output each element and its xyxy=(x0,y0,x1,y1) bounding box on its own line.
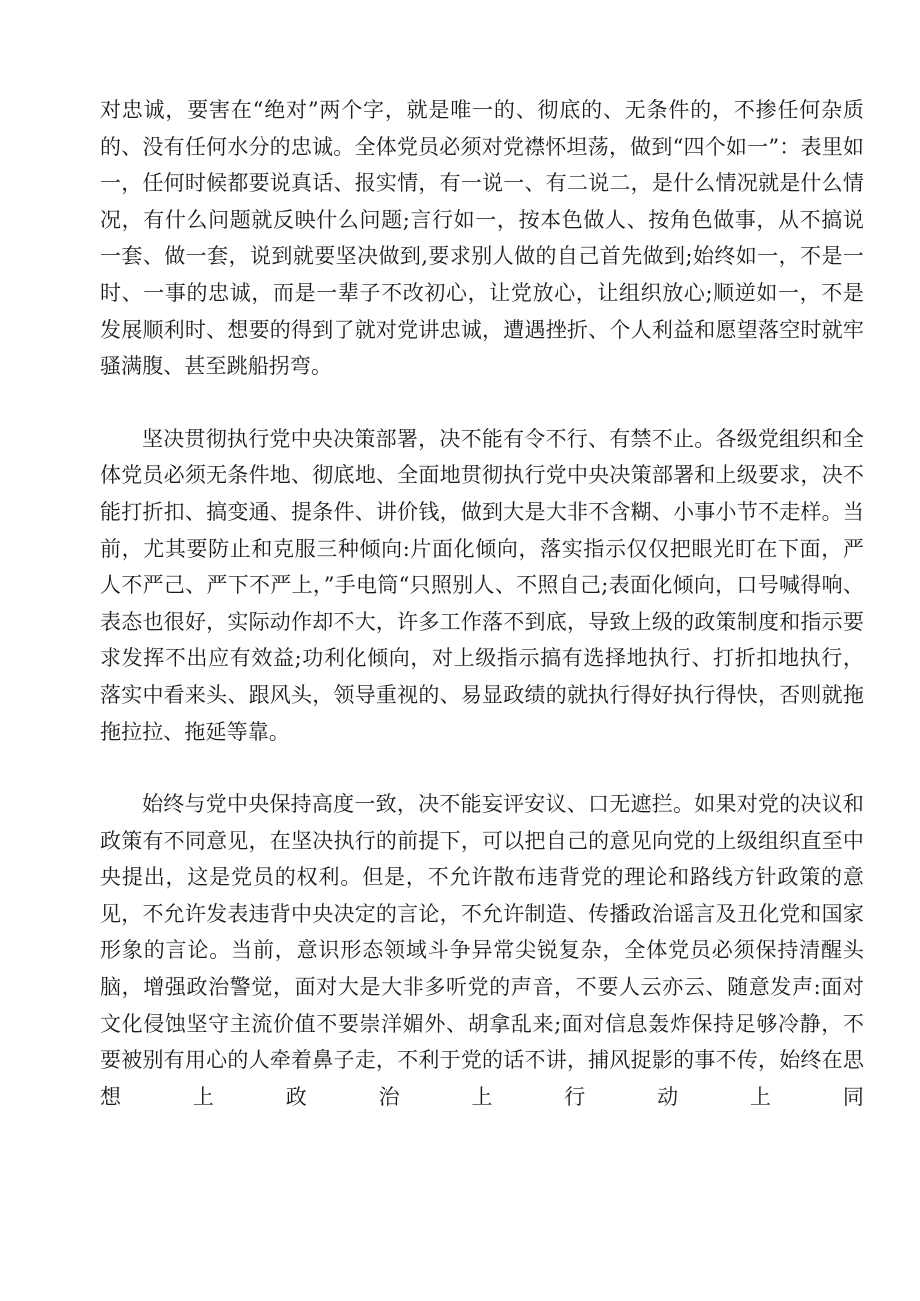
paragraph-stay-consistent: 始终与党中央保持高度一致，决不能妄评安议、口无遮拦。如果对党的决议和政策有不同意见，在坚决执行的前提下，可以把自己的意见向党的上级组织直至中央提出，这是党员的权利。但是，不允许散布违背党的理论和路线方针政策的意见，不允许发表违背中央决定的言论，不允许制造、传播政治谣言及丑化党和国家形象的言论。当前，意识形态领域斗争异常尖锐复杂，全体党员必须保持清醒头脑，增强政治警觉，面对大是大非多听党的声音，不要人云亦云、随意发声:面对文化侵蚀坚守主流价值不要崇洋媚外、胡拿乱来;面对信息轰炸保持足够冷静，不要被别有用心的人牵着鼻子走，不利于党的话不讲，捕风捉影的事不传，始终在思想上政治上行动上同 xyxy=(100,792,864,1109)
paragraph-execute-decisions: 坚决贯彻执行党中央决策部署，决不能有令不行、有禁不止。各级党组织和全体党员必须无条件地、彻底地、全面地贯彻执行党中央决策部署和上级要求，决不能打折扣、搞变通、提条件、讲价钱，做到大是大非不含糊、小事小节不走样。当前，尤其要防止和克服三种倾向:片面化倾向，落实指示仅仅把眼光盯在下面，严人不严己、严下不严上，”手电筒“只照别人、不照自己;表面化倾向，口号喊得响、表态也很好，实际动作却不大，许多工作落不到底，导致上级的政策制度和指示要求发挥不出应有效益;功利化倾向，对上级指示搞有选择地执行、打折扣地执行，落实中看来头、跟风头，领导重视的、易显政绩的就执行得好执行得快，否则就拖拖拉拉、拖延等靠。 xyxy=(100,426,864,744)
paragraph-loyalty: 对忠诚，要害在“绝对”两个字，就是唯一的、彻底的、无条件的，不掺任何杂质的、没有任何水分的忠诚。全体党员必须对党襟怀坦荡，做到“四个如一”：表里如一，任何时候都要说真话、报实情，有一说一、有二说二，是什么情况就是什么情况，有什么问题就反映什么问题;言行如一，按本色做人、按角色做事，从不搞说一套、做一套，说到就要坚决做到,要求别人做的自己首先做到;始终如一，不是一时、一事的忠诚，而是一辈子不改初心，让党放心，让组织放心;顺逆如一，不是发展顺利时、想要的得到了就对党讲忠诚，遭遇挫折、个人利益和愿望落空时就牢骚满腹、甚至跳船拐弯。 xyxy=(100,98,864,379)
body-text xyxy=(100,92,864,1115)
